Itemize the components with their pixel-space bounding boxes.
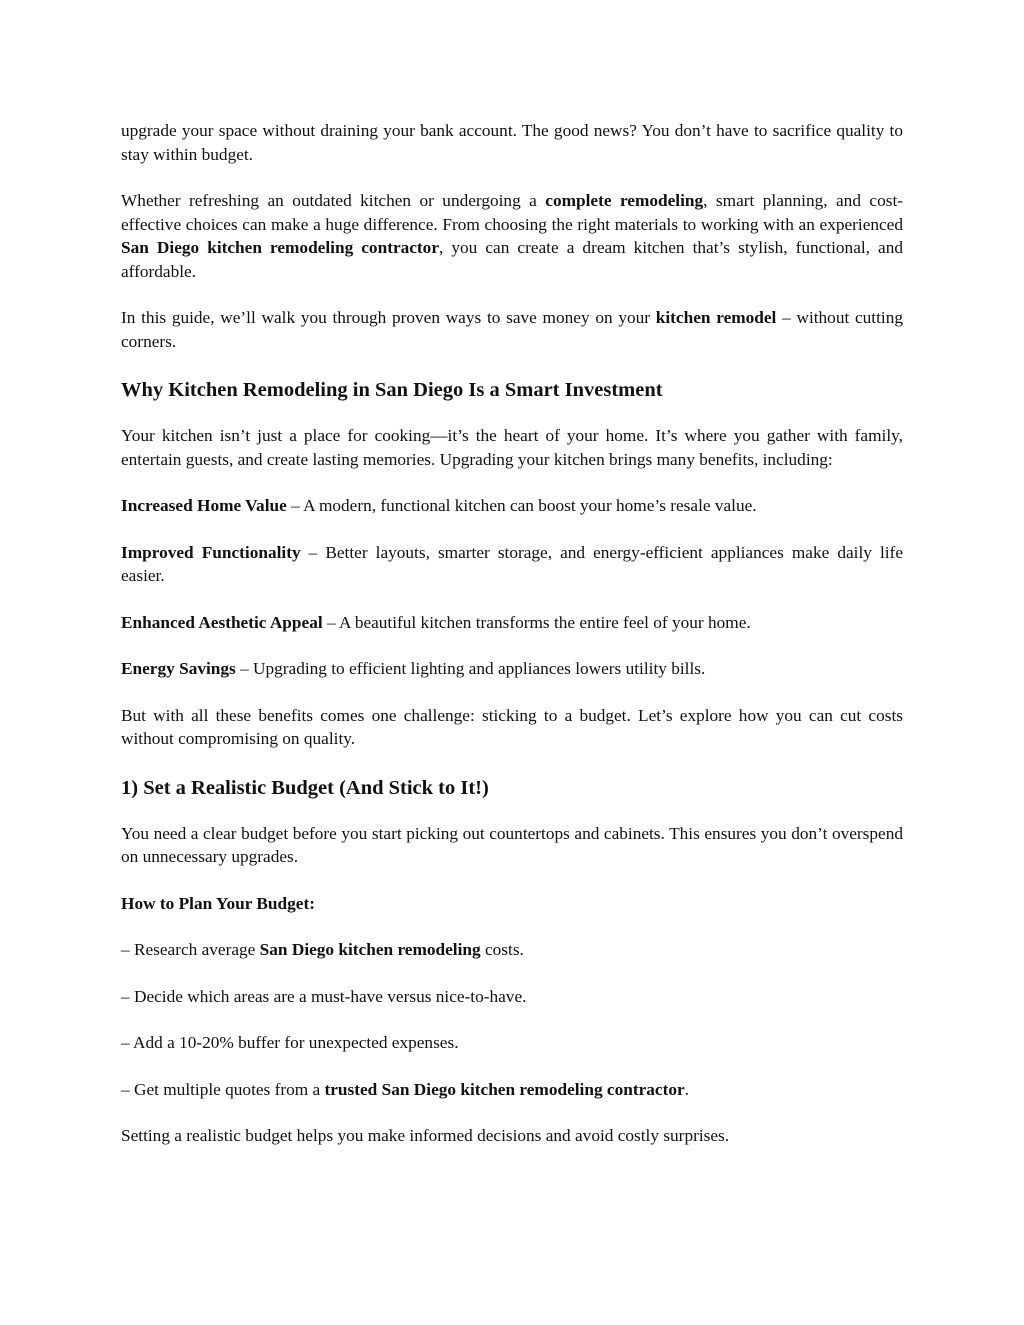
bold-term: San Diego kitchen remodeling contractor — [121, 238, 439, 257]
budget-step — [121, 1031, 903, 1055]
budget-step — [121, 1078, 903, 1102]
step-text: – Add a 10-20% buffer for unexpected expenses. — [121, 1033, 459, 1052]
intro-paragraph-1: upgrade your space without draining your bank account. The good news? You don’t have to sacrifice quality to stay within budget. — [121, 121, 903, 164]
benefit-term: Improved Functionality — [121, 542, 301, 562]
benefit-item — [121, 541, 903, 588]
benefit-desc: – Better layouts, smarter storage, and energy-efficient appliances make daily life easier. — [121, 542, 903, 585]
intro-paragraph-3 — [121, 306, 903, 353]
bold-term: kitchen remodel — [655, 308, 777, 327]
benefit-item — [121, 657, 903, 681]
step-text: – Decide which areas are a must-have versus nice-to-have. — [121, 986, 527, 1006]
text-run: , you can create a dream kitchen that’s stylish, functional, and affordable. — [121, 238, 904, 281]
benefit-desc: – A beautiful kitchen transforms the entire feel of your home. — [322, 612, 751, 632]
benefit-item — [121, 494, 903, 518]
section2-intro: You need a clear budget before you start picking out countertops and cabinets. This ensures you don’t overspend on unnecessary upgrades. — [121, 823, 903, 866]
section-heading-set-budget: 1) Set a Realistic Budget (And Stick to It!) — [121, 776, 489, 799]
benefit-desc: – Upgrading to efficient lighting and appliances lowers utility bills. — [235, 659, 706, 678]
step-text: . — [684, 1079, 689, 1099]
budget-subheading — [121, 892, 903, 916]
benefit-term: Enhanced Aesthetic Appeal — [121, 612, 323, 632]
section2-closing: Setting a realistic budget helps you make informed decisions and avoid costly surprises. — [121, 1126, 730, 1145]
benefit-term: Energy Savings — [121, 659, 236, 678]
section1-closing: But with all these benefits comes one challenge: sticking to a budget. Let’s explore how you can cut costs without compromising on quality. — [121, 705, 903, 748]
benefit-item — [121, 611, 903, 635]
intro-paragraph-2 — [121, 189, 903, 283]
document-page — [121, 119, 903, 1148]
section-heading-why-remodel: Why Kitchen Remodeling in San Diego Is a Smart Investment — [121, 379, 663, 401]
text-run: – without cutting corners. — [121, 308, 903, 351]
step-bold: trusted San Diego kitchen remodeling contractor — [324, 1079, 685, 1099]
benefit-desc: – A modern, functional kitchen can boost your home’s resale value. — [286, 496, 757, 515]
section1-intro: Your kitchen isn’t just a place for cooking—it’s the heart of your home. It’s where you gather with family, entertain guests, and create lasting memories. Upgrading your kitchen brings many benefits, including: — [121, 426, 903, 469]
step-text: costs. — [480, 940, 524, 959]
benefit-term: Increased Home Value — [121, 496, 287, 515]
budget-step — [121, 938, 903, 962]
text-run: In this guide, we’ll walk you through proven ways to save money on your — [121, 308, 656, 327]
bold-term: complete remodeling — [545, 191, 704, 210]
text-run: , smart planning, and cost-effective choices can make a huge difference. From choosing the right materials to working with an experienced — [121, 191, 904, 234]
step-bold: San Diego kitchen remodeling — [259, 940, 481, 959]
step-text: – Get multiple quotes from a — [121, 1079, 325, 1099]
text-run: Whether refreshing an outdated kitchen or undergoing a — [121, 191, 546, 210]
budget-step — [121, 985, 903, 1009]
step-text: – Research average — [121, 940, 260, 959]
subheading-text: How to Plan Your Budget: — [121, 893, 315, 913]
